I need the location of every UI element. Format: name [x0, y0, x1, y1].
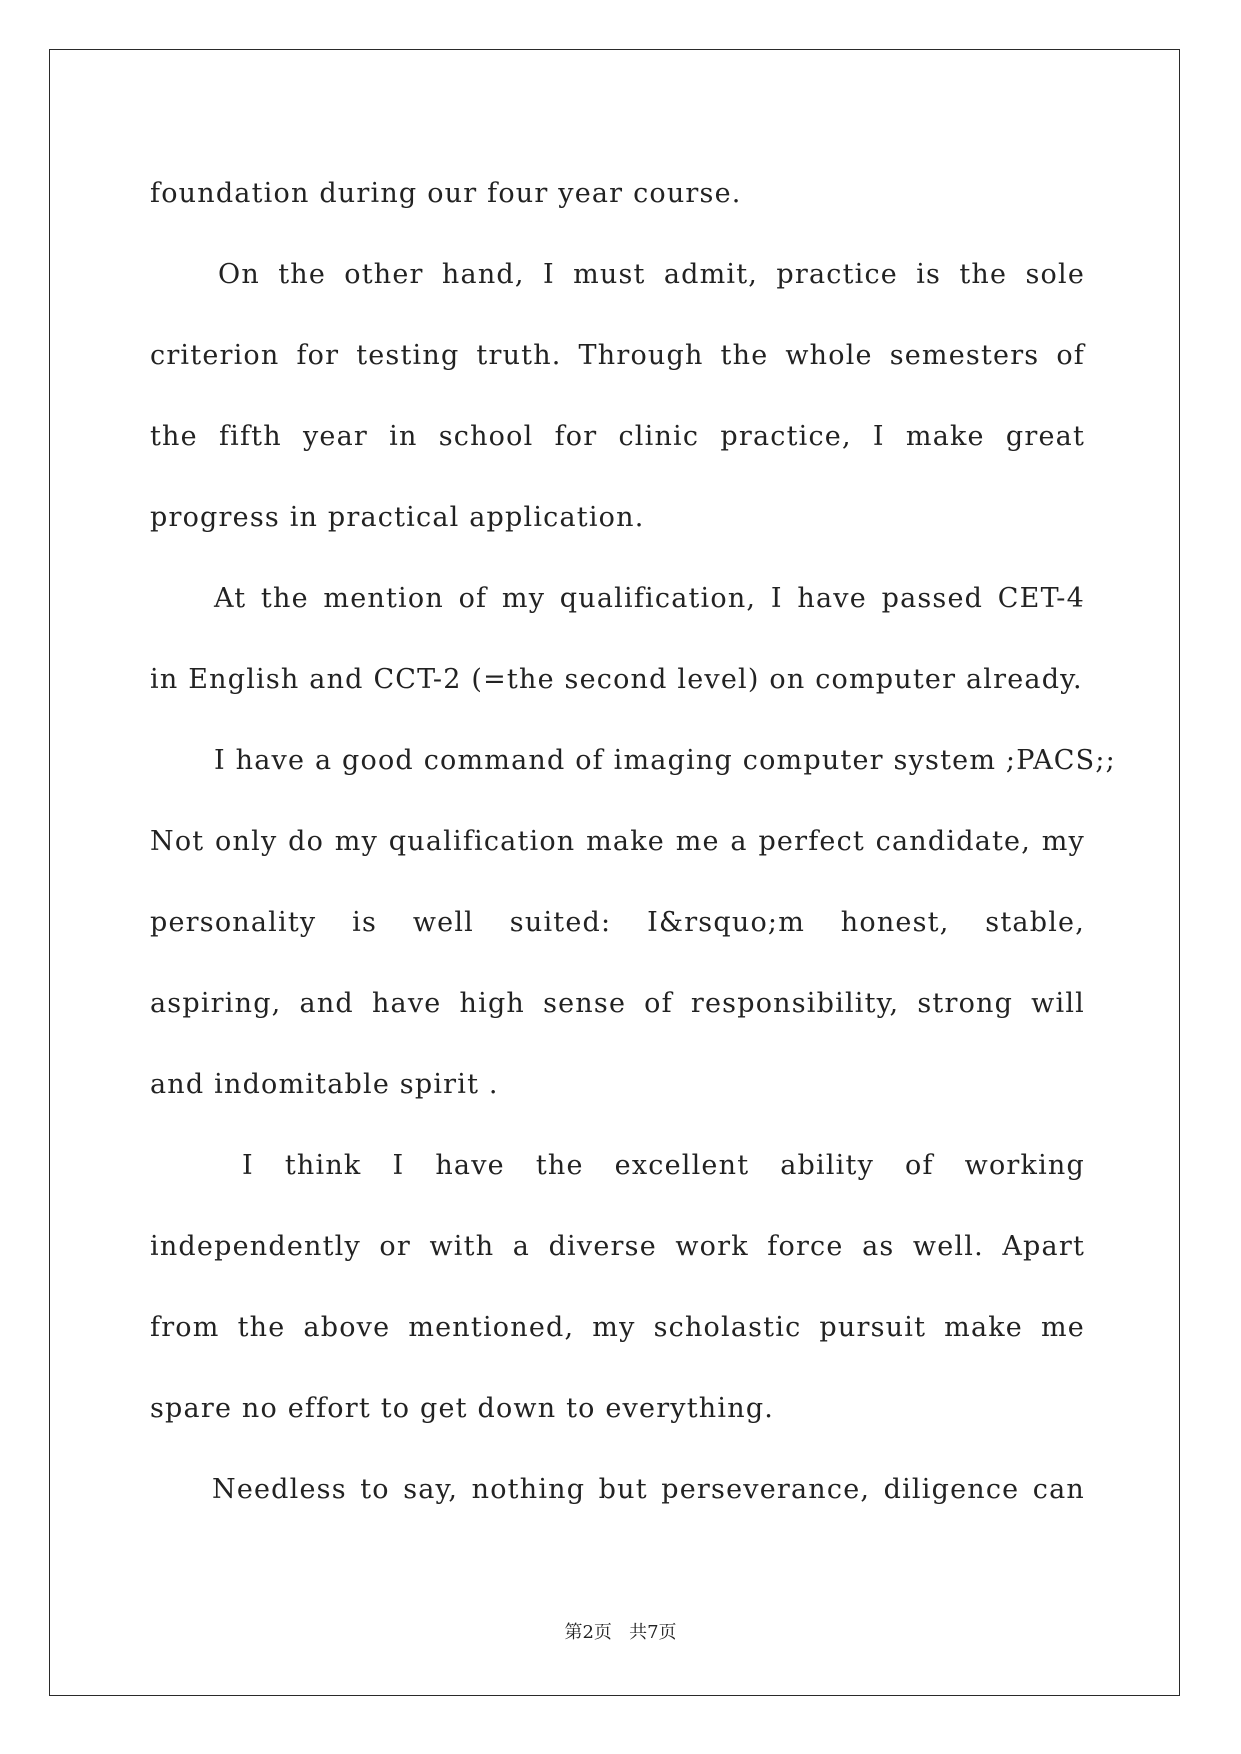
text-line: progress in practical application. [150, 502, 645, 533]
text-line: criterion for testing truth. Through the whole semesters of [150, 340, 1085, 371]
text-line: On the other hand, I must admit, practice is the sole [218, 259, 1085, 290]
text-line: Needless to say, nothing but perseverance, diligence can [212, 1474, 1085, 1505]
text-line: spare no effort to get down to everything. [150, 1393, 775, 1424]
page-number: 第2页 共7页 [564, 1622, 677, 1643]
text-line: Not only do my qualification make me a perfect candidate, my [150, 826, 1085, 857]
text-line: I have a good command of imaging computer system ;PACS;; [214, 745, 1116, 776]
text-line: and indomitable spirit . [150, 1069, 499, 1100]
text-line: personality is well suited: I&rsquo;m honest, stable, [150, 907, 1085, 938]
text-line: At the mention of my qualification, I have passed CET-4 [214, 583, 1085, 614]
text-line: in English and CCT-2 (=the second level) on computer already. [150, 664, 1083, 695]
text-line: foundation during our four year course. [150, 178, 742, 209]
page-footer [0, 1618, 1241, 1644]
text-line: from the above mentioned, my scholastic pursuit make me [150, 1312, 1085, 1343]
text-line: I think I have the excellent ability of working [242, 1150, 1085, 1181]
document-body [150, 163, 1116, 1540]
text-line: the fifth year in school for clinic practice, I make great [150, 421, 1085, 452]
text-line: independently or with a diverse work force as well. Apart [150, 1231, 1085, 1262]
text-line: aspiring, and have high sense of responsibility, strong will [150, 988, 1085, 1019]
